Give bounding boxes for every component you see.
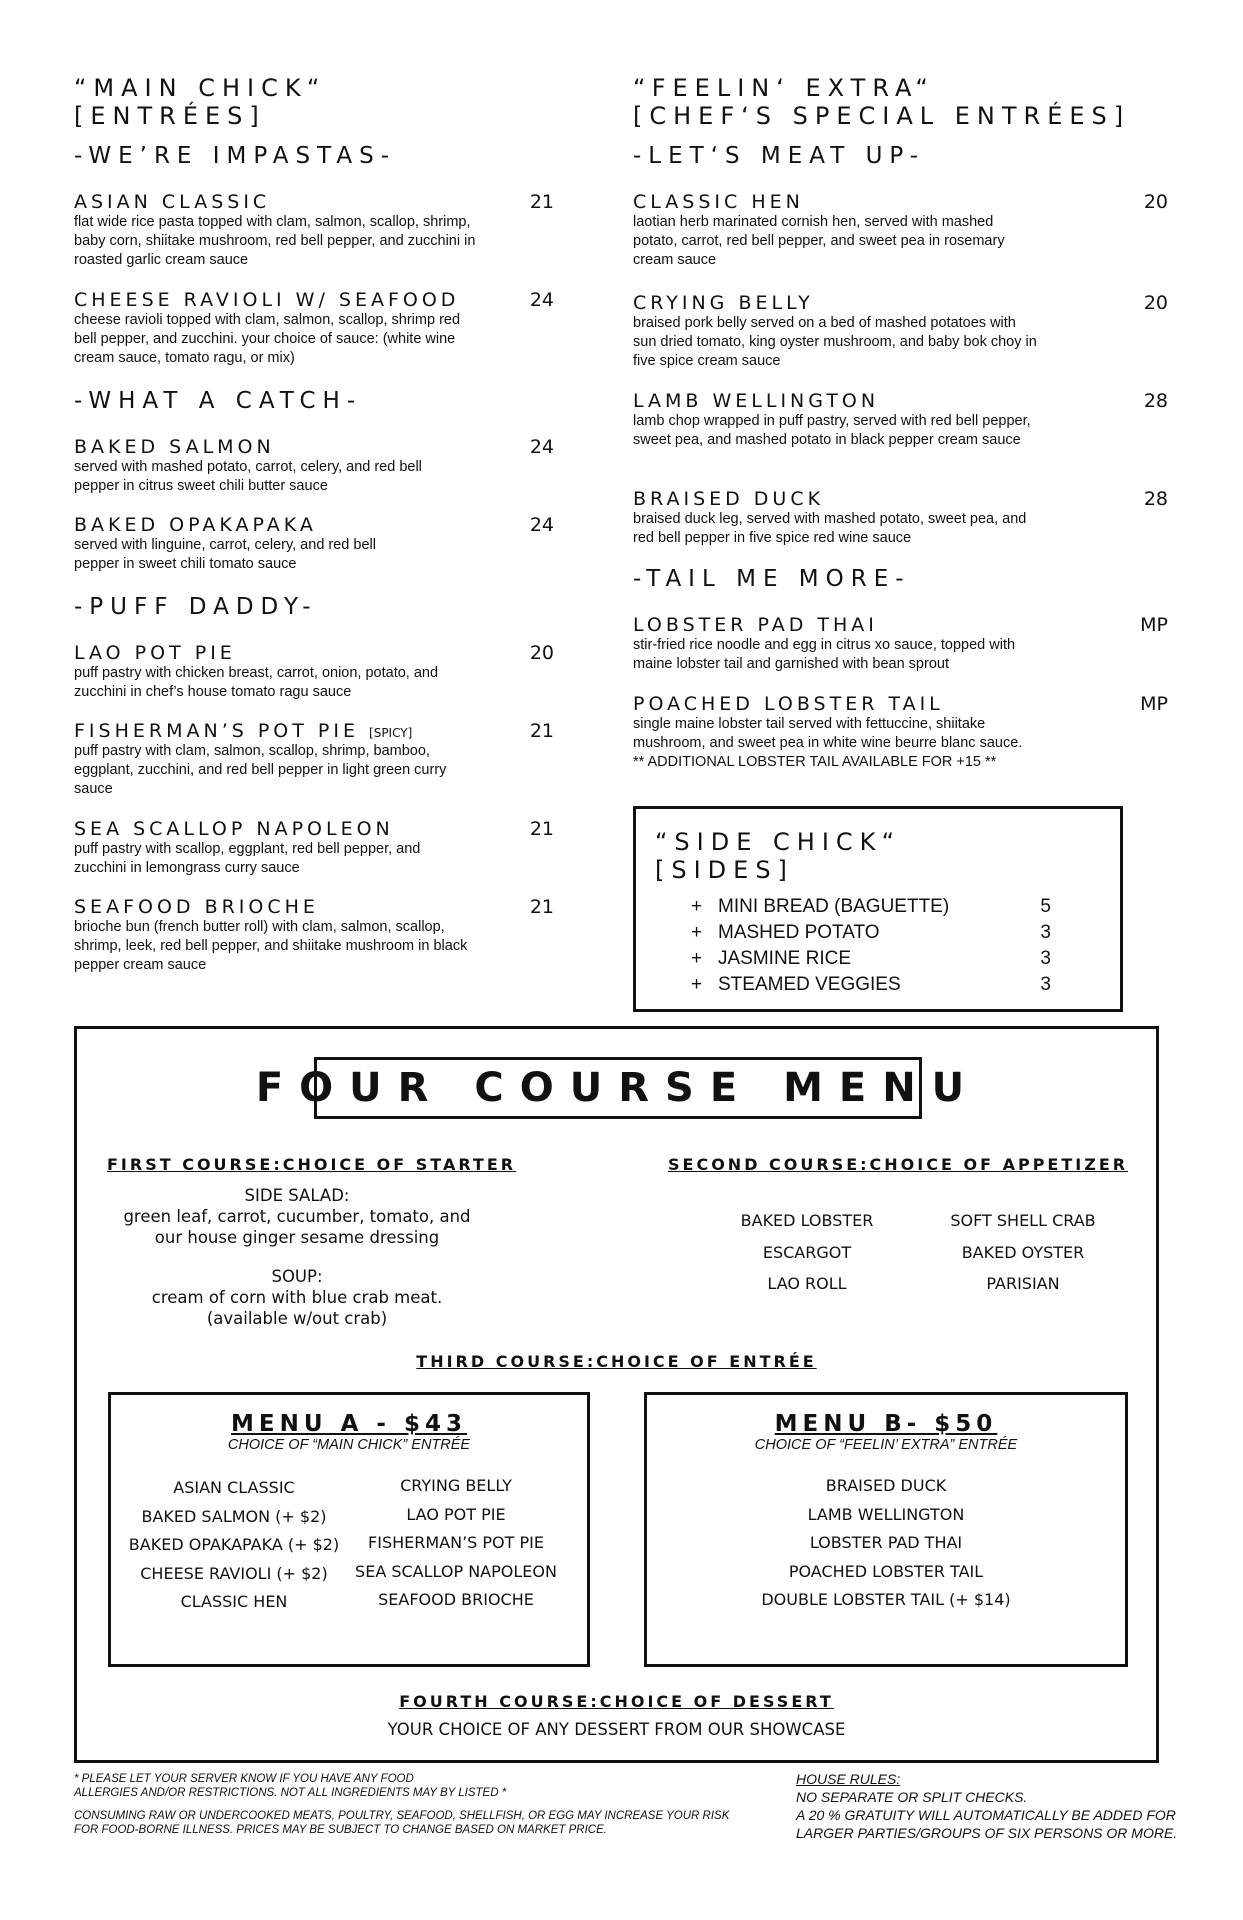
four-course-title: FOUR COURSE MENU <box>255 1065 981 1111</box>
item-name: ASIAN CLASSIC <box>74 191 271 213</box>
side-item <box>691 948 1051 970</box>
item-name: CHEESE RAVIOLI W/ SEAFOOD <box>74 289 460 311</box>
soup-desc-1: cream of corn with blue crab meat. <box>151 1288 443 1307</box>
fourth-course-heading <box>77 1692 1156 1711</box>
item-price: 28 <box>1143 390 1168 412</box>
item-price: MP <box>1140 693 1168 715</box>
item-description: single maine lobster tail served with fettuccine, shiitake mushroom, and sweet pea in white wine beurre blanc sauce. <box>633 716 1023 751</box>
menu-item <box>633 693 1168 772</box>
section-heading-meat: -LET‘S MEAT UP- <box>633 143 926 169</box>
appetizer-item: SOFT SHELL CRAB <box>950 1211 1096 1230</box>
four-course-box <box>74 1026 1159 1763</box>
warning-line-2: FOR FOOD-BORNE ILLNESS. PRICES MAY BE SUBJECT TO CHANGE BASED ON MARKET PRICE. <box>74 1824 607 1836</box>
item-description: laotian herb marinated cornish hen, served with mashed potato, carrot, red bell pepper, and sweet pea in rosemary cream sauce <box>633 214 1005 268</box>
four-course-title-box <box>255 1057 981 1119</box>
salad-desc-1: green leaf, carrot, cucumber, tomato, and <box>123 1207 471 1226</box>
house-rules-title: HOUSE RULES: <box>796 1771 901 1787</box>
section-heading-impastas: -WE’RE IMPASTAS- <box>74 143 397 169</box>
entree-option: CRYING BELLY <box>400 1476 512 1495</box>
menu-a-box <box>108 1392 590 1667</box>
entree-option: BAKED OPAKAPAKA (+ $2) <box>128 1535 340 1554</box>
side-item <box>691 922 1051 944</box>
menu-b-title: MENU B- $50 <box>774 1411 998 1437</box>
health-warning <box>74 1809 794 1837</box>
section-heading-tail: -TAIL ME MORE- <box>633 566 911 592</box>
lobster-note: ** ADDITIONAL LOBSTER TAIL AVAILABLE FOR +15 ** <box>633 754 997 770</box>
third-course-heading-text: THIRD COURSE:CHOICE OF ENTRÉE <box>416 1352 817 1371</box>
entree-option: BAKED SALMON (+ $2) <box>141 1506 327 1526</box>
item-description: served with mashed potato, carrot, celery, and red bell pepper in citrus sweet chili butter sauce <box>74 459 422 494</box>
entree-option: FISHERMAN’S POT PIE <box>368 1533 544 1552</box>
section-heading-catch: -WHAT A CATCH- <box>74 388 363 414</box>
third-course-heading <box>77 1352 1156 1371</box>
entree-option: POACHED LOBSTER TAIL <box>788 1561 984 1581</box>
menu-item <box>74 896 554 975</box>
item-price: 20 <box>1143 292 1168 314</box>
item-description: puff pastry with scallop, eggplant, red bell pepper, and zucchini in lemongrass curry sauce <box>74 841 421 876</box>
allergy-line-2: ALLERGIES AND/OR RESTRICTIONS. NOT ALL INGREDIENTS MAY BY LISTED * <box>74 1787 507 1799</box>
item-price: 24 <box>529 436 554 458</box>
entree-option: LAO POT PIE <box>406 1504 506 1524</box>
menu-a-subtitle: CHOICE OF “MAIN CHICK” ENTRÉE <box>227 1437 471 1453</box>
menu-item <box>74 191 554 270</box>
item-price: MP <box>1140 614 1168 636</box>
side-chick-title-line2: [SIDES] <box>655 856 794 884</box>
item-price: 20 <box>529 642 554 664</box>
item-price: 20 <box>1143 191 1168 213</box>
item-description: served with linguine, carrot, celery, and red bell pepper in sweet chili tomato sauce <box>74 537 376 572</box>
soup-desc-2: (available w/out crab) <box>206 1309 388 1328</box>
item-description: braised duck leg, served with mashed potato, sweet pea, and red bell pepper in five spice red wine sauce <box>633 511 1027 546</box>
item-name: LOBSTER PAD THAI <box>633 614 878 636</box>
item-name: BAKED SALMON <box>74 436 275 458</box>
house-rules <box>796 1770 1216 1842</box>
entree-option: LAMB WELLINGTON <box>807 1504 965 1524</box>
item-description: puff pastry with clam, salmon, scallop, shrimp, bamboo, eggplant, zucchini, and red bell pepper in light green curry sauce <box>74 743 447 797</box>
menu-item <box>633 191 1168 270</box>
side-item-price: 3 <box>1040 948 1051 969</box>
allergy-line-1: * PLEASE LET YOUR SERVER KNOW IF YOU HAVE ANY FOOD <box>74 1773 414 1785</box>
appetizer-item: PARISIAN <box>986 1274 1060 1293</box>
salad-title: SIDE SALAD: <box>244 1186 350 1205</box>
entree-option: CLASSIC HEN <box>180 1592 288 1611</box>
item-price: 21 <box>529 191 554 213</box>
item-name: SEAFOOD BRIOCHE <box>74 896 319 918</box>
house-rules-line-2: A 20 % GRATUITY WILL AUTOMATICALLY BE ADDED FOR <box>796 1807 1176 1823</box>
item-price: 21 <box>529 896 554 918</box>
item-name: BAKED OPAKAPAKA <box>74 514 317 536</box>
item-description: braised pork belly served on a bed of mashed potatoes with sun dried tomato, king oyster mushroom, and baby bok choy in five spice cream sauce <box>633 315 1037 369</box>
item-price: 21 <box>529 818 554 840</box>
menu-b-list <box>647 1472 1125 1615</box>
side-item <box>691 974 1051 996</box>
item-description: puff pastry with chicken breast, carrot, onion, potato, and zucchini in chef’s house tomato ragu sauce <box>74 665 439 700</box>
item-price: 24 <box>529 514 554 536</box>
first-course-options <box>97 1185 497 1329</box>
salad-desc-2: our house ginger sesame dressing <box>154 1228 440 1247</box>
item-name: SEA SCALLOP NAPOLEON <box>74 818 394 840</box>
menu-item <box>74 436 554 496</box>
warning-line-1: CONSUMING RAW OR UNDERCOOKED MEATS, POULTRY, SEAFOOD, SHELLFISH, OR EGG MAY INCREASE YOUR RISK <box>74 1810 730 1822</box>
menu-item <box>74 289 554 368</box>
item-price: 21 <box>529 720 554 742</box>
allergy-notice <box>74 1772 774 1800</box>
main-chick-title-line2: [ENTRÉES] <box>74 102 266 130</box>
menu-b-header <box>647 1411 1125 1453</box>
entree-option: ASIAN CLASSIC <box>173 1478 295 1497</box>
item-description: stir-fried rice noodle and egg in citrus xo sauce, topped with maine lobster tail and garnished with bean sprout <box>633 637 1016 672</box>
entree-option: DOUBLE LOBSTER TAIL (+ $14) <box>761 1590 1011 1609</box>
feelin-extra-title <box>633 74 1130 130</box>
item-name: LAO POT PIE <box>74 642 236 664</box>
side-item-name: STEAMED VEGGIES <box>718 974 901 995</box>
item-price: 28 <box>1143 488 1168 510</box>
side-item <box>691 896 1051 918</box>
appetizer-item: ESCARGOT <box>762 1242 852 1262</box>
appetizer-item: BAKED OYSTER <box>961 1242 1085 1262</box>
item-name <box>74 720 554 742</box>
item-description: lamb chop wrapped in puff pastry, served with red bell pepper, sweet pea, and mashed potato in black pepper cream sauce <box>633 413 1031 448</box>
menu-a-list-1 <box>119 1474 349 1617</box>
entree-option: BRAISED DUCK <box>825 1476 947 1495</box>
side-chick-title <box>655 828 901 884</box>
menu-item <box>74 514 554 574</box>
second-course-heading: SECOND COURSE:CHOICE OF APPETIZER <box>668 1155 1129 1174</box>
item-name: BRAISED DUCK <box>633 488 825 510</box>
plus-icon: + <box>691 896 703 917</box>
first-course-heading: FIRST COURSE:CHOICE OF STARTER <box>107 1155 517 1174</box>
appetizer-list-2 <box>913 1205 1133 1300</box>
item-name: CLASSIC HEN <box>633 191 804 213</box>
side-item-name: MASHED POTATO <box>718 922 880 943</box>
menu-item <box>633 488 1168 548</box>
item-description: flat wide rice pasta topped with clam, salmon, scallop, shrimp, baby corn, shiitake mushroom, red bell pepper, and zucchini in roasted garlic cream sauce <box>74 214 476 268</box>
appetizer-item: BAKED LOBSTER <box>740 1211 874 1230</box>
side-item-name: MINI BREAD (BAGUETTE) <box>718 896 950 917</box>
side-chick-box <box>633 806 1123 1012</box>
soup-title: SOUP: <box>271 1267 323 1286</box>
menu-b-subtitle: CHOICE OF “FEELIN’ EXTRA” ENTRÉE <box>754 1437 1018 1453</box>
main-chick-title-line1: “MAIN CHICK“ <box>74 74 327 102</box>
menu-b-box <box>644 1392 1128 1667</box>
house-rules-line-1: NO SEPARATE OR SPLIT CHECKS. <box>796 1789 1028 1805</box>
fourth-course-heading-text: FOURTH COURSE:CHOICE OF DESSERT <box>399 1692 834 1711</box>
item-price: 24 <box>529 289 554 311</box>
menu-item <box>633 292 1168 371</box>
menu-a-header <box>111 1411 587 1453</box>
item-description: cheese ravioli topped with clam, salmon, scallop, shrimp red bell pepper, and zucchini. your choice of sauce: (white wine cream sauce, tomato ragu, or mix) <box>74 312 461 366</box>
menu-item <box>74 720 554 799</box>
menu-item <box>74 818 554 878</box>
side-item-price: 3 <box>1040 922 1051 943</box>
house-rules-line-3: LARGER PARTIES/GROUPS OF SIX PERSONS OR MORE. <box>796 1825 1178 1841</box>
menu-item <box>633 614 1168 674</box>
menu-item <box>74 642 554 702</box>
menu-a-title: MENU A - $43 <box>231 1411 467 1437</box>
side-chick-title-line1: “SIDE CHICK“ <box>655 828 902 856</box>
item-description: brioche bun (french butter roll) with clam, salmon, scallop, shrimp, leek, red bell pepper, and shiitake mushroom in black pepper cream sauce <box>74 919 468 973</box>
entree-option: LOBSTER PAD THAI <box>809 1533 963 1552</box>
main-chick-title <box>74 74 326 130</box>
plus-icon: + <box>691 922 703 943</box>
side-item-price: 5 <box>1040 896 1051 917</box>
entree-option: CHEESE RAVIOLI (+ $2) <box>140 1563 328 1583</box>
feelin-extra-title-line2: [CHEF‘S SPECIAL ENTRÉES] <box>633 102 1131 130</box>
appetizer-item: LAO ROLL <box>767 1274 847 1293</box>
appetizer-list-1 <box>697 1205 917 1300</box>
item-name: LAMB WELLINGTON <box>633 390 880 412</box>
section-heading-puff: -PUFF DADDY- <box>74 594 318 620</box>
item-name: CRYING BELLY <box>633 292 814 314</box>
menu-a-list-2 <box>336 1472 576 1615</box>
entree-option: SEAFOOD BRIOCHE <box>378 1590 534 1609</box>
side-item-name: JASMINE RICE <box>718 948 852 969</box>
feelin-extra-title-line1: “FEELIN‘ EXTRA“ <box>633 74 935 102</box>
item-name-text: FISHERMAN’S POT PIE <box>74 720 359 742</box>
plus-icon: + <box>691 948 703 969</box>
menu-item <box>633 390 1168 450</box>
plus-icon: + <box>691 974 703 995</box>
spicy-tag: [SPICY] <box>369 726 413 740</box>
item-name: POACHED LOBSTER TAIL <box>633 693 944 715</box>
side-item-price: 3 <box>1040 974 1051 995</box>
dessert-text: YOUR CHOICE OF ANY DESSERT FROM OUR SHOWCASE <box>387 1720 846 1739</box>
entree-option: SEA SCALLOP NAPOLEON <box>355 1561 557 1581</box>
